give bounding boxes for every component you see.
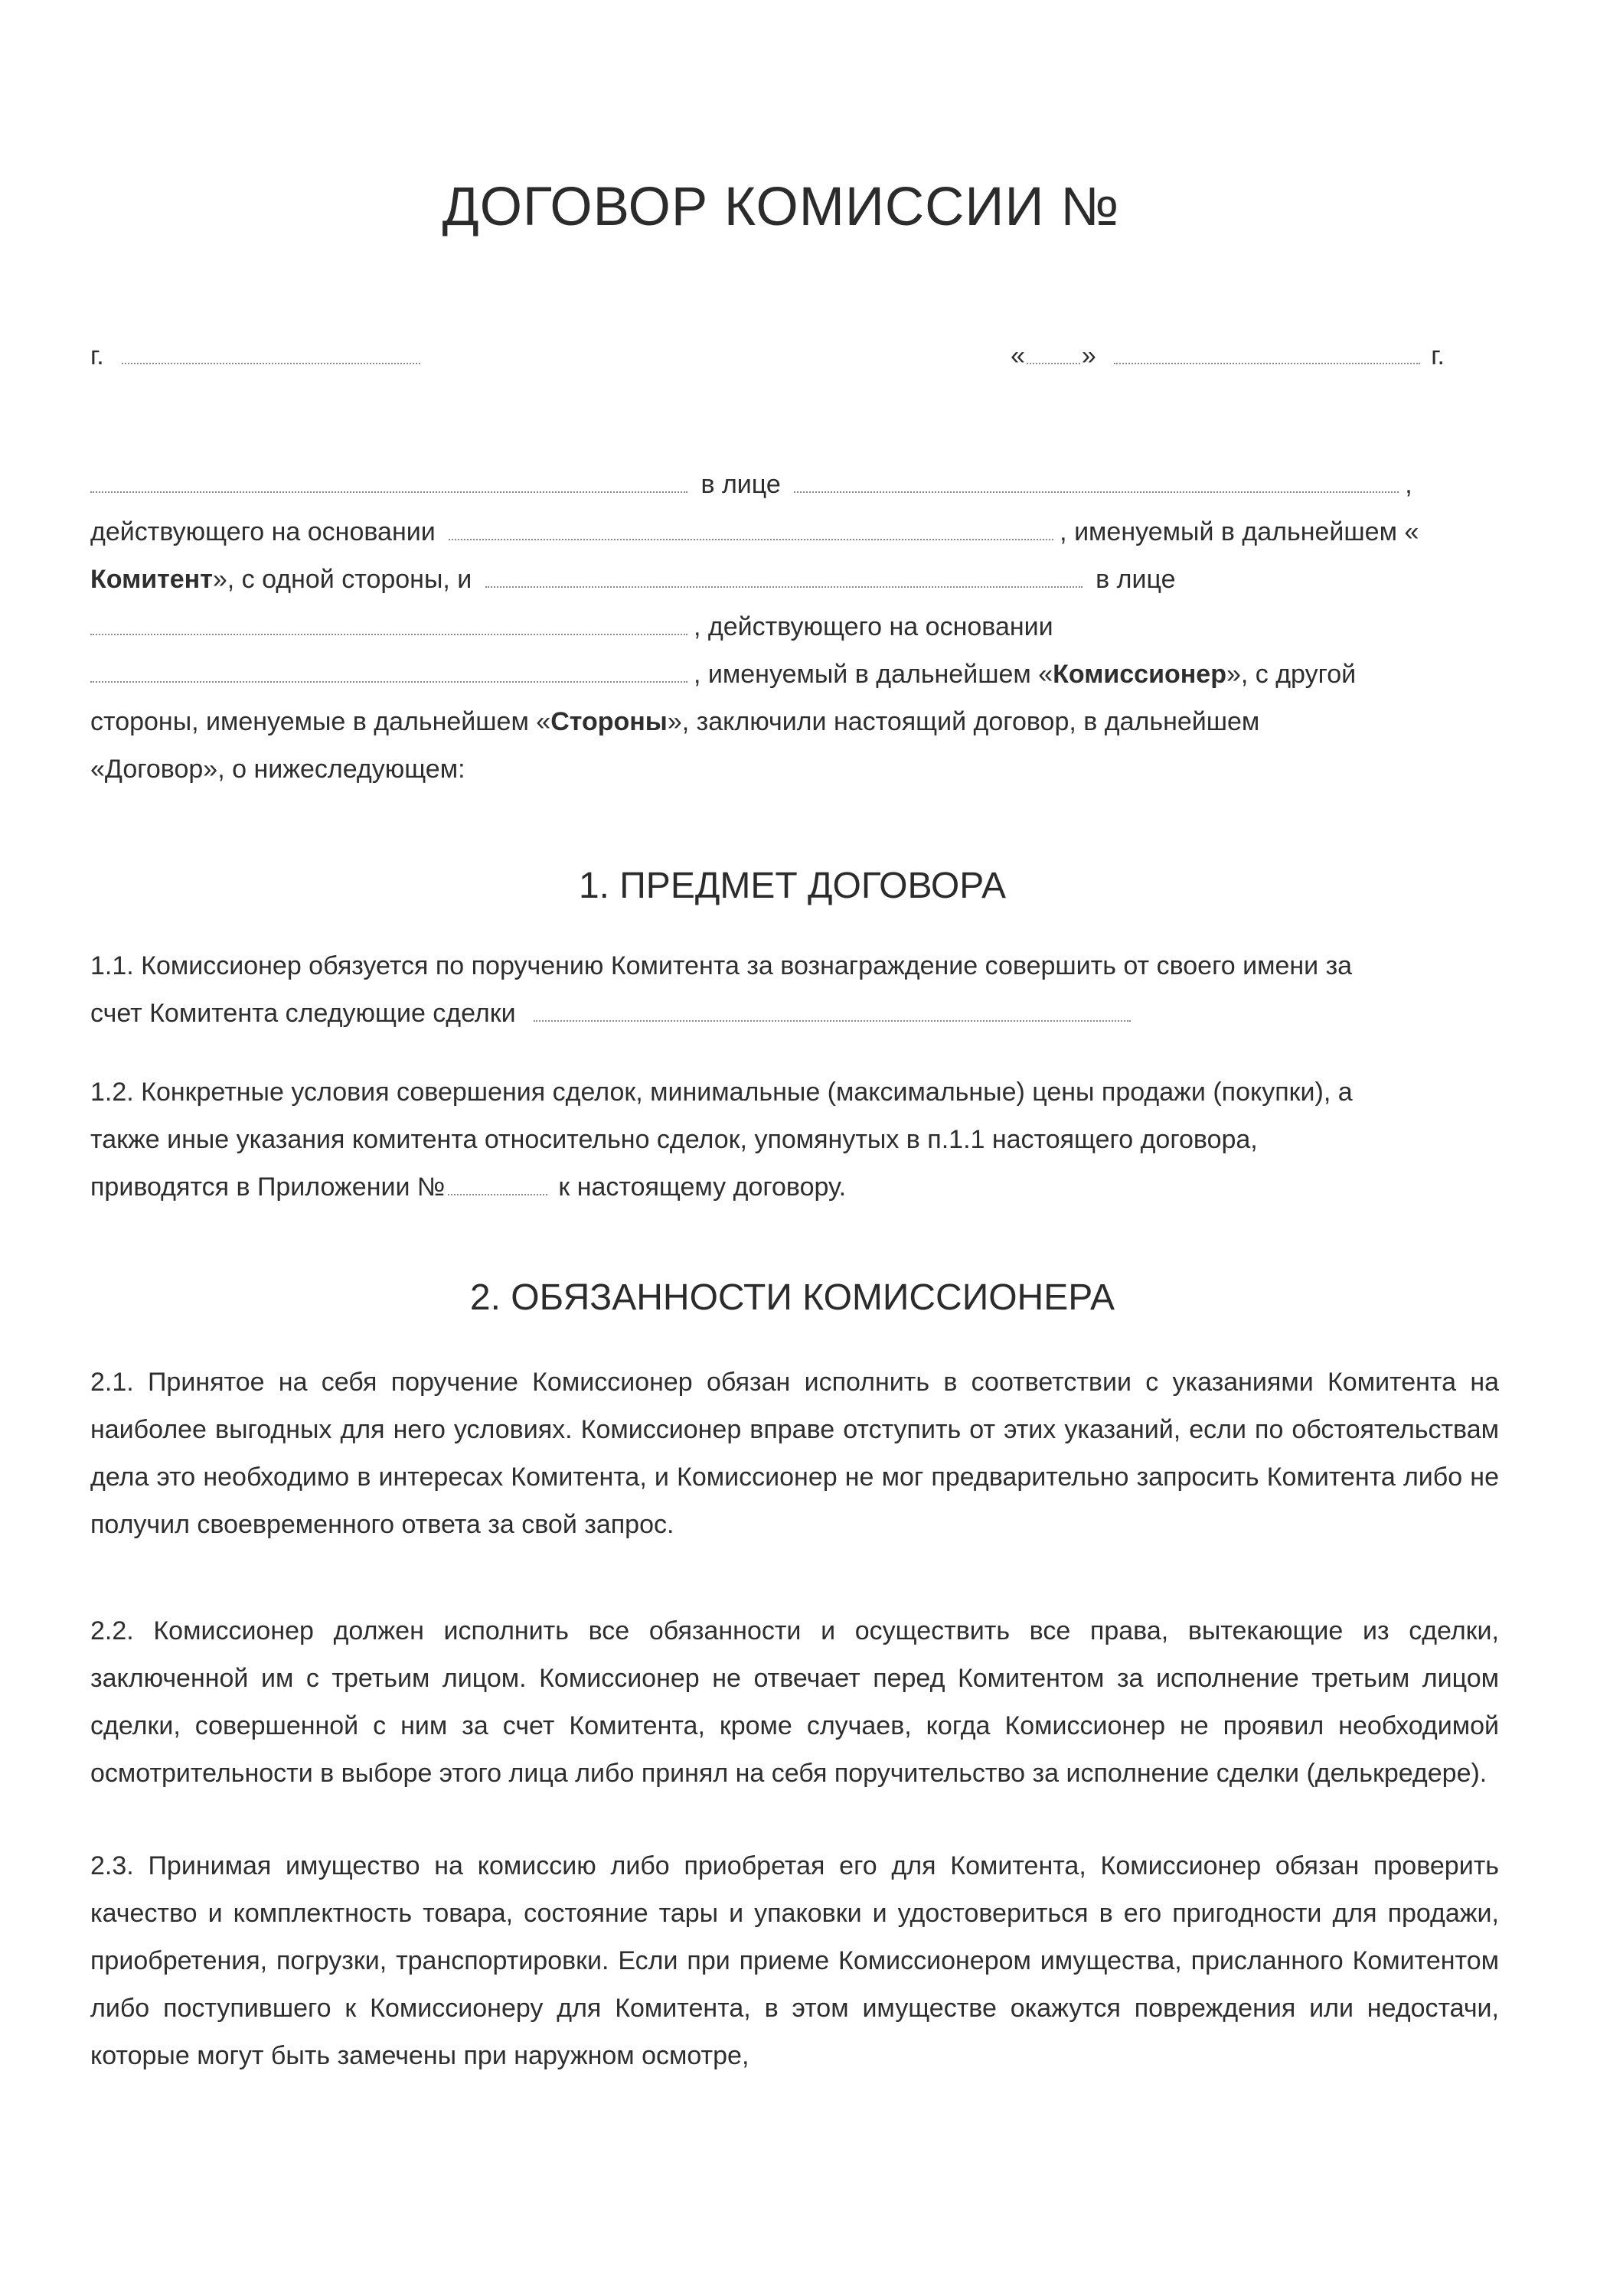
appendix-number-blank[interactable] — [448, 1194, 547, 1195]
text-in-person-2: в лице — [1096, 565, 1176, 594]
clause-2-2: 2.2. Комиссионер должен исполнить все обязанности и осуществить все права, вытекающие из сделки, заключенной им с третьим лицом. Комиссионер не отвечает перед Комитентом за исполнение третьим лицом сделки, совершенной с ним за счет Комитента, кроме случаев, когда Комиссионер не проявил необходимой осмотрительности в выборе этого лица либо принял на себя поручительство за исполнение сделки (делькредере). — [90, 1616, 1499, 1788]
text-to-contract: к настоящему договору. — [558, 1172, 847, 1202]
text-other-side: », с другой — [1226, 660, 1357, 689]
text-one-side: », с одной стороны, и — [212, 565, 472, 594]
text-following: «Договор», о нижеследующем: — [90, 755, 465, 784]
clause-2-3: 2.3. Принимая имущество на комиссию либо приобретая его для Комитента, Комиссионер обязан проверить качество и комплектность товара, состояние тары и упаковки и удостовериться в его пригодности для продажи, приобретения, погрузки, транспортировки. Если при приеме Комиссионером имущества, присланного Комитентом либо поступившего к Комиссионеру для Комитента, в этом имуществе окажутся повреждения или недостачи, которые могут быть замечены при наружном осмотре, — [90, 1851, 1499, 2070]
section-1-heading: 1. ПРЕДМЕТ ДОГОВОРА — [578, 866, 1007, 906]
term-parties: Стороны — [550, 707, 668, 736]
clause-2-1: 2.1. Принятое на себя поручение Комиссионер обязан исполнить в соответствии с указаниями Комитента на наиболее выгодных для него условиях. Комиссионер вправе отступить от этих указаний, если по обстоятельствам дела это необходимо в интересах Комитента, и Комиссионер не мог предварительно запросить Комитента либо не получил своевременного ответа за свой запрос. — [90, 1368, 1499, 1539]
day-blank[interactable] — [1027, 363, 1080, 364]
text-parties-intro: стороны, именуемые в дальнейшем « — [90, 707, 551, 736]
date-line — [1011, 343, 1445, 369]
year-suffix: г. — [1431, 341, 1445, 370]
parties-line-3 — [90, 566, 1176, 592]
text-in-person: в лице — [700, 470, 781, 499]
party1-basis-blank[interactable] — [449, 539, 1053, 540]
section-2-heading: 2. ОБЯЗАННОСТИ КОМИССИОНЕРА — [469, 1277, 1115, 1318]
city-blank[interactable] — [122, 363, 420, 364]
parties-line-4 — [90, 614, 1053, 640]
text-hereinafter: , именуемый в дальнейшем « — [1060, 517, 1419, 546]
clause-1-2-line-3 — [90, 1174, 846, 1200]
term-committent: Комитент — [90, 565, 213, 594]
date-open-quote: « — [1011, 341, 1025, 370]
clause-1-1-line-1: 1.1. Комиссионер обязуется по поручению Комитента за вознаграждение совершить от своего имени за — [90, 951, 1353, 980]
city-prefix: г. — [90, 341, 104, 370]
text-acting-basis: действующего на основании — [90, 517, 436, 546]
clause-1-2-line-2: также иные указания комитента относительно сделок, упомянутых в п.1.1 настоящего договора, — [90, 1125, 1258, 1154]
transactions-blank[interactable] — [534, 1020, 1131, 1022]
party2-rep-blank[interactable] — [90, 634, 687, 635]
document-title: ДОГОВОР КОМИССИИ № — [442, 177, 1120, 237]
party2-name-blank[interactable] — [485, 586, 1083, 588]
text-appendix: приводятся в Приложении № — [90, 1172, 446, 1202]
text-hereinafter-2: , именуемый в дальнейшем « — [694, 660, 1053, 689]
party1-rep-blank[interactable] — [794, 491, 1399, 493]
parties-line-1 — [90, 471, 1412, 497]
clause-1-1-line-2 — [90, 1000, 1137, 1026]
parties-line-7 — [90, 756, 465, 782]
comma: , — [1405, 470, 1412, 499]
text-acting-basis-2: , действующего на основании — [694, 612, 1053, 641]
parties-line-2 — [90, 519, 1419, 545]
party2-basis-blank[interactable] — [90, 681, 687, 683]
text-transactions: счет Комитента следующие сделки — [90, 999, 516, 1028]
text-concluded: », заключили настоящий договор, в дальнейшем — [667, 707, 1260, 736]
parties-line-6 — [90, 709, 1259, 735]
month-year-blank[interactable] — [1114, 363, 1420, 364]
clause-1-2-line-1: 1.2. Конкретные условия совершения сделок, минимальные (максимальные) цены продажи (покупки), а — [90, 1078, 1353, 1107]
parties-line-5 — [90, 661, 1356, 687]
term-commissioner: Комиссионер — [1053, 660, 1226, 689]
party1-name-blank[interactable] — [90, 491, 687, 493]
date-close-quote: » — [1081, 341, 1096, 370]
